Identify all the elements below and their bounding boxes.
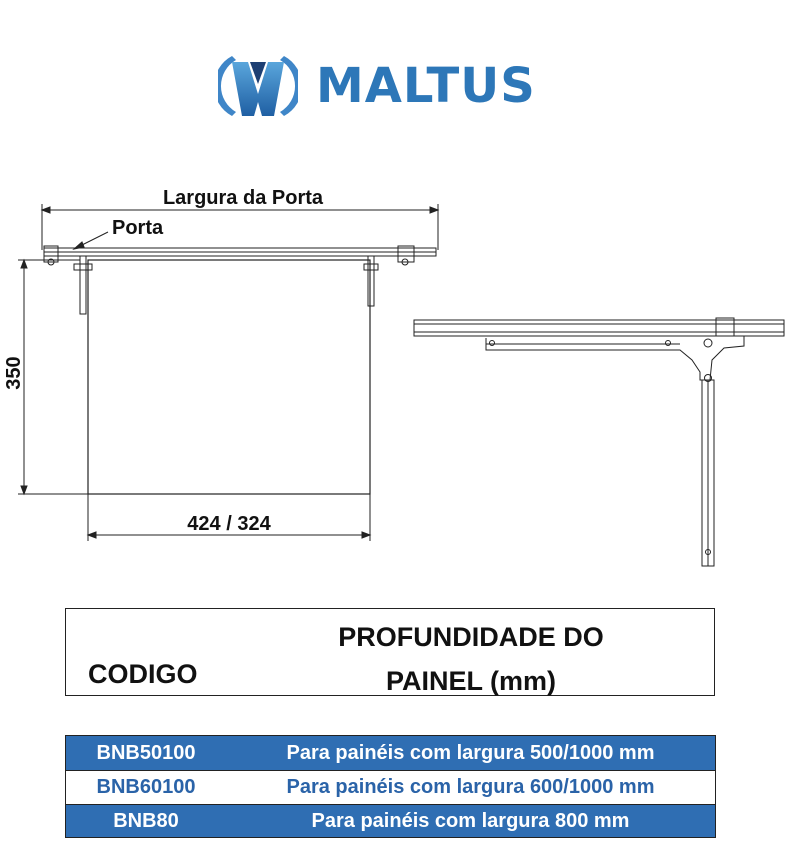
table-row [66,770,715,804]
table-row [66,804,715,837]
row-code: BNB60100 [96,776,196,798]
header-profundidade-line1: PROFUNDIDADE DO [338,622,604,652]
header-profundidade-line2: PAINEL (mm) [385,666,556,696]
row-description: Para painéis com largura 600/1000 mm [286,776,655,798]
door-label: Porta [112,217,164,239]
header-codigo: CODIGO [88,659,198,689]
header-profundidade [306,615,636,703]
depth-label: 424 / 324 [187,513,271,535]
row-description: Para painéis com largura 800 mm [311,809,630,832]
maltus-logo-icon [218,50,298,122]
row-code: BNB50100 [96,741,196,764]
table-row [66,736,715,770]
row-description: Para painéis com largura 500/1000 mm [286,741,655,764]
spec-table-header [65,608,715,696]
technical-drawing [0,160,794,580]
spec-table [65,735,716,838]
brand-name: MALTUS [316,58,536,114]
row-code: BNB80 [113,809,179,832]
height-label: 350 [3,356,25,390]
width-label: Largura da Porta [162,187,324,209]
brand-logo [218,50,558,122]
